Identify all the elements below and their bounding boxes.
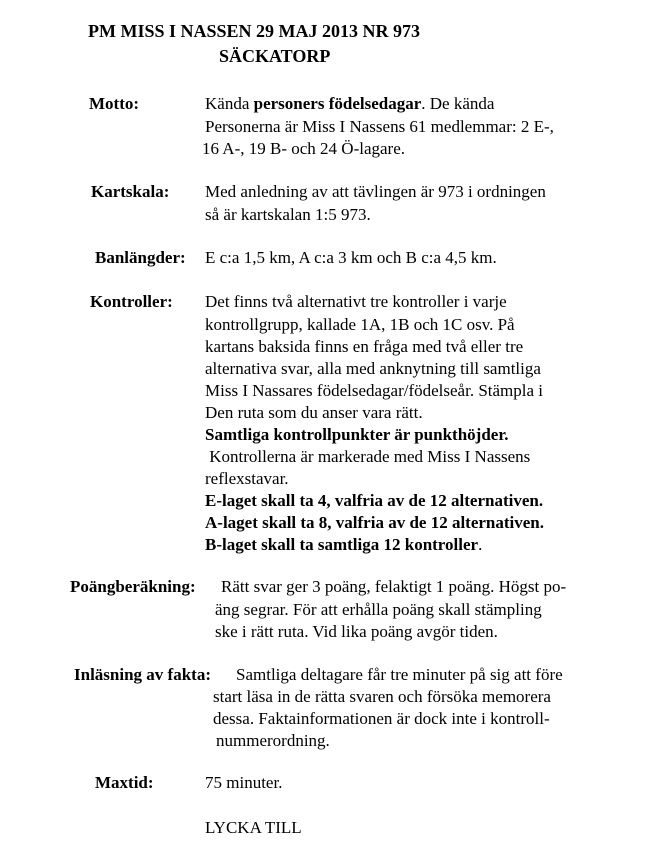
motto-line-3: 16 A-, 19 B- och 24 Ö-lagare. <box>202 139 406 158</box>
kontroller-line-7: Samtliga kontrollpunkter är punkthöjder. <box>205 425 509 444</box>
page-subtitle: SÄCKATORP <box>219 46 331 66</box>
inlasning-line-4: nummerordning. <box>216 731 330 750</box>
maxtid-line-1: 75 minuter. <box>205 773 283 792</box>
motto-text-bold: personers födelsedagar <box>253 94 422 113</box>
poang-line-1: Rätt svar ger 3 poäng, felaktigt 1 poäng. Högst po- <box>221 577 567 596</box>
kontroller-line-12-period: . <box>478 535 483 554</box>
kontroller-line-9: reflexstavar. <box>205 469 289 488</box>
motto-line-2: Personerna är Miss I Nassens 61 medlemmar: 2 E-, <box>205 117 554 136</box>
kontroller-line-3: kartans baksida finns en fråga med två eller tre <box>205 337 524 356</box>
poang-line-3: ske i rätt ruta. Vid lika poäng avgör tiden. <box>215 622 498 641</box>
inlasning-line-2: start läsa in de rätta svaren och försöka memorera <box>213 687 551 706</box>
kartskala-label: Kartskala: <box>91 182 170 201</box>
motto-line-1 <box>205 93 494 116</box>
kontroller-line-6: Den ruta som du anser vara rätt. <box>205 403 423 422</box>
motto-text-a: Kända <box>205 94 254 113</box>
page-title: PM MISS I NASSEN 29 MAJ 2013 NR 973 <box>88 21 421 41</box>
closing-text: LYCKA TILL <box>205 818 302 837</box>
kontroller-line-1: Det finns två alternativt tre kontroller i varje <box>205 292 507 311</box>
kontroller-line-11: A-laget skall ta 8, valfria av de 12 alternativen. <box>205 513 545 532</box>
kartskala-line-1: Med anledning av att tävlingen är 973 i ordningen <box>205 182 546 201</box>
kontroller-line-2: kontrollgrupp, kallade 1A, 1B och 1C osv. På <box>205 315 515 334</box>
inlasning-line-1: Samtliga deltagare får tre minuter på sig att före <box>236 665 563 684</box>
inlasning-line-3: dessa. Faktainformationen är dock inte i kontroll- <box>213 709 550 728</box>
inlasning-label: Inläsning av fakta: <box>74 665 211 684</box>
poang-line-2: äng segrar. För att erhålla poäng skall stämpling <box>215 600 542 619</box>
kontroller-line-12-bold: B-laget skall ta samtliga 12 kontroller <box>205 535 479 554</box>
kontroller-line-8: Kontrollerna är markerade med Miss I Nassens <box>205 447 531 466</box>
banlangder-line-1: E c:a 1,5 km, A c:a 3 km och B c:a 4,5 km. <box>205 248 497 267</box>
kartskala-line-2: så är kartskalan 1:5 973. <box>205 205 371 224</box>
kontroller-line-5: Miss I Nassares födelsedagar/födelseår. Stämpla i <box>205 381 544 400</box>
kontroller-label: Kontroller: <box>90 292 173 311</box>
kontroller-line-10: E-laget skall ta 4, valfria av de 12 alternativen. <box>205 491 544 510</box>
banlangder-label: Banlängder: <box>95 248 186 267</box>
kontroller-line-4: alternativa svar, alla med anknytning till samtliga <box>205 359 541 378</box>
motto-text-c: . De kända <box>421 94 495 113</box>
maxtid-label: Maxtid: <box>95 773 154 792</box>
motto-label: Motto: <box>89 94 140 113</box>
kontroller-line-12 <box>205 534 482 557</box>
poang-label: Poängberäkning: <box>70 577 196 596</box>
